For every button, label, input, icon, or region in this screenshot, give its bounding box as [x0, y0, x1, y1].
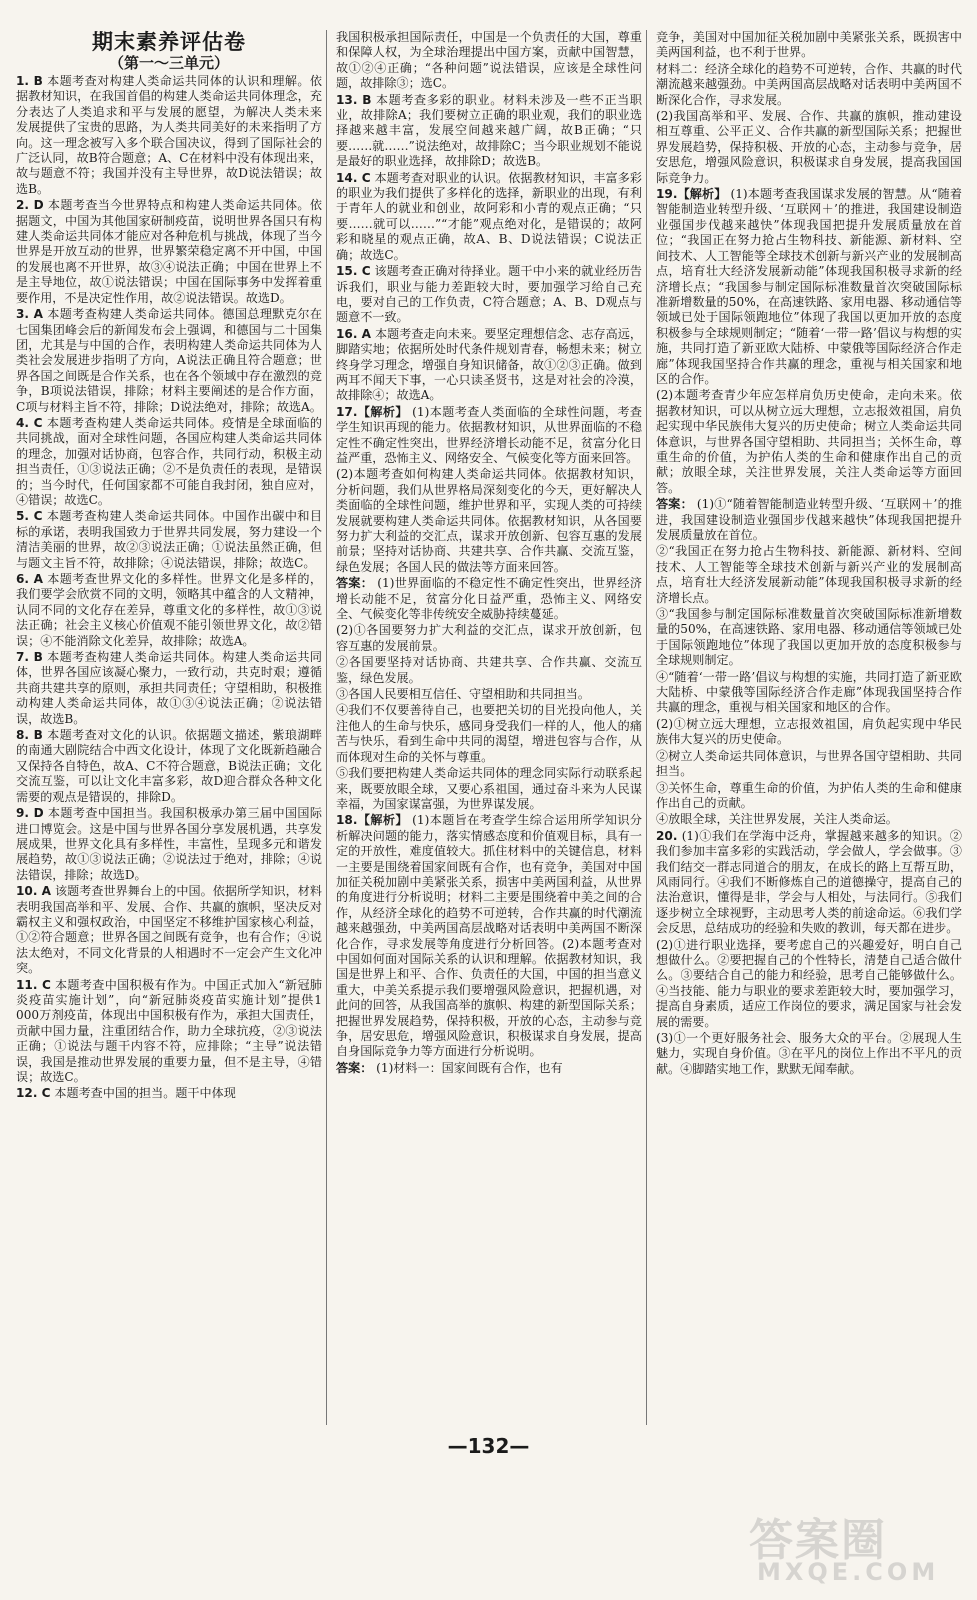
answer-entry: [336, 30, 642, 92]
answer-text: 本题考查构建人类命运共同体。中国作出碳中和目标的承诺，表明我国致力于世界共同发展，努力建设一个清洁美丽的世界，故②③说法正确；①说法虽然正确，但与题文主旨不符，故排除；④说法错误，排除；故选C。: [16, 509, 322, 570]
answer-entry: [336, 171, 642, 263]
answer-text: 本题考查对职业的认识。依据教材知识，丰富多彩的职业为我们提供了多样化的选择，新职业的出现，有利于青年人的就业和创业，故阿彩和小青的观点正确；“只要……就可以……”“才能”观点绝对化，是错误的；故阿彩和晓星的观点正确，故A、B、D说法错误；C说法正确；故选C。: [336, 170, 642, 262]
answer-number: 6. A: [16, 572, 43, 586]
answer-text: (3)①一个更好服务社会、服务大众的平台。②展现人生魅力，实现自身价值。③在平凡的岗位上作出不平凡的贡献。④脚踏实地工作，默默无闻奉献。: [656, 1031, 962, 1076]
answer-number: 20.: [656, 828, 678, 843]
answer-number: 2. D: [16, 198, 44, 213]
answer-entry: [656, 497, 962, 543]
answer-text: 该题考查正确对待择业。题干中小来的就业经历告诉我们，职业与能力差距较大时，要加强学习给自己充电，要对自己的工作负责，C符合题意；A、B、D观点与题意不一致。: [336, 264, 642, 325]
answer-entry: [16, 572, 322, 649]
answer-entry: [656, 781, 962, 812]
answer-number: 4. C: [16, 415, 43, 430]
answer-text: ④放眼全球，关注世界发展，关注人类命运。: [656, 812, 898, 827]
answer-number: 答案：: [336, 1060, 373, 1075]
answer-text: (1)①“随着智能制造业转型升级、‘互联网＋’的推进，我国建设制造业强国步伐越来越快”体现我国把提升发展质量放在首位。: [656, 497, 962, 542]
answer-entry: [656, 388, 962, 496]
answer-number: 13. B: [336, 92, 372, 107]
answer-text: 本题考查中国的担当。题干中体现: [54, 1086, 236, 1101]
answer-entry: [656, 62, 962, 108]
answer-text: ⑤我们要把构建人类命运共同体的理念同实际行动联系起来，既要放眼全球，又要心系祖国，通过奋斗来为人民谋幸福，为国家谋富强，为世界谋发展。: [336, 766, 642, 811]
answer-text: (1)材料一：国家间既有合作，也有: [376, 1060, 563, 1075]
answer-number: 19.【解析】: [656, 187, 727, 202]
answer-number: 18.【解析】: [336, 813, 408, 828]
answer-text: (1)本题考查我国谋求发展的智慧。从“随着智能制造业转型升级、‘互联网＋’的推进，我国建设制造业强国步伐越来越快”体现我国把提升发展质量放在首位；“我国正在努力抢占生物科技、新能源、新材料、空间技术、人工智能等全球技术创新与新兴产业的发展制高点，培育壮大经济发展新动能”体现我国积极寻求新的经济增长点；“我国参与制定国际标准数量首次突破国际标准新增数量的50%，在高速铁路、家用电器、移动通信等领域已处于国际领跑地位”体现了我国以更加开放的态度积极参与全球规则制定；“随着‘一带一路’倡议与构想的实施，共同打造了新亚欧大陆桥、中蒙俄等国际经济合作走廊”体现我国坚持合作共赢的理念，重视与相关国家和地区的合作。: [656, 187, 962, 386]
column-3-body: [656, 30, 962, 1077]
answer-text: 该题考查世界舞台上的中国。依据所学知识，材料表明我国高举和平、发展、合作、共赢的旗帜，坚决反对霸权主义和强权政治，中国坚定不移维护国家核心利益，①②符合题意；世界各国之间既有竞争，也有合作；④说法太绝对，不同文化背景的人相遇时不一定会产生文化冲突。: [16, 884, 322, 976]
answer-number: 12. C: [16, 1086, 51, 1101]
answer-entry: [16, 650, 322, 727]
answer-entry: [336, 327, 642, 404]
answer-entry: [656, 1031, 962, 1077]
answer-text: ④“随着‘一带一路’倡议与构想的实施，共同打造了新亚欧大陆桥、中蒙俄等国际经济合作走廊”体现我国坚持合作共赢的理念，重视与相关国家和地区的合作。: [656, 669, 962, 715]
answer-entry: [16, 509, 322, 571]
page-number: —132—: [447, 1434, 530, 1458]
answer-entry: [16, 806, 322, 883]
exam-title-main: 期末素养评估卷: [92, 30, 246, 54]
answer-text: ③“我国参与制定国际标准数量首次突破国际标准新增数量的50%，在高速铁路、家用电器、移动通信等领域已处于国际领跑地位”体现了我国以更加开放的态度积极参与全球规则制定。: [656, 607, 962, 668]
answer-text: 材料二：经济全球化的趋势不可逆转，合作、共赢的时代潮流越来越强劲。中美两国高层战略对话表明中美两国不断深化合作，寻求发展。: [656, 61, 962, 107]
watermark-en: MXQE.COM: [757, 1558, 940, 1586]
answer-text: (2)我国高举和平、发展、合作、共赢的旗帜，推动建设相互尊重、公平正义、合作共赢的新型国际关系；把握世界发展趋势，保持积极、开放的心态，主动参与竞争，居安思危，增强风险意识，积极谋求自身发展，提高我国国际竞争力。: [656, 109, 962, 185]
answer-entry: [656, 30, 962, 61]
answer-number: 答案：: [336, 576, 374, 591]
answer-text: 我国积极承担国际责任，中国是一个负责任的大国，尊重和保障人权，为全球治理提出中国方案，贡献中国智慧，故①②④正确；“各种问题”说法错误，应该是全球性问题，故排除③；选C。: [336, 30, 642, 91]
answer-entry: [336, 93, 642, 170]
answer-entry: [656, 607, 962, 669]
answer-entry: [656, 829, 962, 937]
answer-text: 本题考查当今世界特点和构建人类命运共同体。依据题文，中国为其他国家研制疫苗，说明世界各国只有构建人类命运共同体才能应对各种危机与挑战，体现了当今世界是开放互动的世界，世界繁荣稳定离不开中国，中国的发展也离不开世界，故③④说法正确；中国在世界上不是主导地位，故①说法错误；中国在国际事务中发挥着重要作用，不是决定性作用，故②说法错误。故选D。: [16, 198, 322, 305]
answer-text: (1)本题旨在考查学生综合运用所学知识分析解决问题的能力，落实情感态度和价值观目标，具有一定的开放性，难度值较大。抓住材料中的关键信息，材料一主要是围绕着国家间既有合作，也有竞争，美国对中国加征关税加剧中美紧张关系，损害中美两国利益，从世界的角度进行分析说明；材料二主要是围绕着中美之间的合作，从经济全球化的趋势不可逆转，合作共赢的时代潮流越来越强劲，中美两国高层战略对话表明中美两国不断深化合作，寻求发展等角度进行分析回答。(2)本题考查对中国如何面对国际关系的认识和理解。依据教材知识，我国是世界上和平、合作、负责任的大国，中国的担当意义重大，中美关系提示我们要增强风险意识，把握机遇，对此问的回答，从我国高举的旗帜、构建的新型国际关系；把握世界发展趋势，保持积极，开放的心态，主动参与竞争，居安思危，增强风险意识，积极谋求自身发展，提高自身国际竞争力等方面进行分析说明。: [336, 813, 642, 1059]
answer-entry: [336, 655, 642, 686]
answer-text: 竞争，美国对中国加征关税加剧中美紧张关系，既损害中美两国利益，也不利于世界。: [656, 30, 962, 60]
answer-entry: [336, 264, 642, 326]
exam-title: [16, 30, 322, 72]
answer-text: (2)①进行职业选择，要考虑自己的兴趣爱好，明白自己想做什么。②要把握自己的个性特长，清楚自己适合做什么。③要结合自己的能力和经验，思考自己能够做什么。④当技能、能力与职业的要求差距较大时，要加强学习，提高自身素质，适应工作岗位的要求，满足国家与社会发展的需要。: [656, 937, 962, 1029]
answer-text: ④我们不仅要善待自己，也要把关切的目光投向他人，关注他人的生命与快乐，感同身受我们一样的人，他人的痛苦与快乐，看到生命中共同的渴望，增进包容与合作，从而体现对生命的关怀与尊重。: [336, 703, 642, 764]
answer-entry: [656, 717, 962, 748]
answer-number: 10. A: [16, 884, 52, 899]
answer-text: ③关怀生命，尊重生命的价值，为护佑人类的生命和健康作出自己的贡献。: [656, 780, 962, 810]
answer-number: 7. B: [16, 650, 43, 665]
column-1-body: [16, 74, 322, 1102]
answer-number: 1. B: [16, 74, 43, 88]
column-divider-1: [326, 30, 327, 1425]
answer-text: 本题考查对文化的认识。依据题文描述，紫琅湖畔的南通大剧院结合中西文化设计，体现了文化既新趋融合又保持各自特色，故A、C不符合题意，B说法正确；文化交流互鉴，可以让文化丰富多彩，故D迎合群众各种文化需要的观点是错误的，排除D。: [16, 728, 322, 804]
answer-entry: [336, 623, 642, 654]
answer-number: 8. B: [16, 728, 43, 743]
answer-entry: [656, 812, 962, 827]
answer-text: (1)①我们在学海中泛舟，掌握越来越多的知识。②我们参加丰富多彩的实践活动，学会做人，学会做事。③我们结交一群志同道合的朋友，在成长的路上互帮互助，风雨同行。④我们不断修炼自己的道德操守，提高自己的法治意识，懂得是非，学会与人相处，与法同行。⑤我们逐步树立全球视野，主动思考人类的前途命运。⑥我们学会反思，总结成功的经验和失败的教训，每天都在进步。: [656, 828, 962, 936]
answer-text: 本题考查多彩的职业。材料未涉及一些不正当职业，故排除A；我们要树立正确的职业观，我们的职业选择越来越丰富，发展空间越来越广阔，故B正确；“只要……就……”说法绝对，故排除C；当今职业规划不能说是最好的职业选择，故排除D；故选B。: [336, 92, 642, 169]
answer-text: 本题考查世界文化的多样性。世界文化是多样的，我们要学会欣赏不同的文明，领略其中蕴含的人文精神，认同不同的文化存在差异，尊重文化的多样性，故①③说法正确；社会主义核心价值观不能引领世界文化，故②错误；④不能消除文化差异，故排除；故选A。: [16, 572, 322, 648]
answer-number: 15. C: [336, 264, 371, 279]
exam-title-sub: （第一～三单元）: [108, 54, 229, 72]
answer-entry: [656, 749, 962, 780]
answer-text: (1)本题考查人类面临的全球性问题，考查学生知识再现的能力。依据教材知识，从世界面临的不稳定性不确定性突出，世界经济增长动能不足，贫富分化日益严重，恐怖主义、网络安全、气候变化等方面来回答。: [336, 404, 642, 465]
column-2-body: [336, 30, 642, 1076]
column-3: [656, 30, 962, 1428]
answer-text: ②树立人类命运共同体意识，与世界各国守望相助、共同担当。: [656, 748, 962, 779]
answer-entry: [336, 766, 642, 812]
answer-text: (2)①各国要努力扩大利益的交汇点，谋求开放创新，包容互惠的发展前景。: [336, 623, 642, 653]
answer-entry: [656, 938, 962, 1030]
column-2: [336, 30, 642, 1428]
answer-text: ②“我国正在努力抢占生物科技、新能源、新材料、空间技术、人工智能等全球技术创新与新兴产业的发展制高点，培育壮大经济发展新动能”体现我国积极寻求新的经济增长点。: [656, 544, 962, 605]
answer-text: (1)世界面临的不稳定性不确定性突出，世界经济增长动能不足，贫富分化日益严重，恐怖主义、网络安全、气候变化等非传统安全威胁持续蔓延。: [336, 576, 642, 622]
answer-number: 17.【解析】: [336, 404, 408, 419]
answer-text: 本题考查构建人类命运共同体。疫情是全球面临的共同挑战，面对全球性问题，各国应构建人类命运共同体的理念，加强对话协商，包容合作，共同行动，积极主动担当责任，①③说法正确；②不是负责任的表现，是错误的；当今时代，任何国家都不可能自我封闭，独自应对，④错误；故选C。: [16, 415, 322, 507]
answer-text: ②各国要坚持对话协商、共建共享、合作共赢、交流互鉴，绿色发展。: [336, 655, 642, 685]
answer-entry: [16, 978, 322, 1086]
answer-entry: [16, 198, 322, 306]
answer-number: 9. D: [16, 806, 44, 821]
answer-entry: [656, 187, 962, 387]
answer-entry: [16, 74, 322, 197]
answer-entry: [16, 307, 322, 415]
answer-entry: [16, 728, 322, 805]
answer-text: 本题考查构建人类命运共同体。构建人类命运共同体，世界各国应该凝心聚力，一致行动，共克时艰；遵循共商共建共享的原则，承担共同责任；守望相助，积极推动构建人类命运共同体，故①③④说法正确；②说法错误，故选B。: [16, 650, 322, 726]
answer-entry: [336, 687, 642, 702]
answer-number: 3. A: [16, 307, 43, 322]
column-1: [16, 30, 322, 1428]
answer-entry: [656, 544, 962, 606]
watermark-cn: 答案圈: [749, 1515, 887, 1566]
answer-number: 5. C: [16, 509, 43, 524]
answer-text: 本题考查对构建人类命运共同体的认识和理解。依据教材知识，在我国首倡的构建人类命运共同体理念，充分表达了人类追求和平与发展的愿望，为解决人类未来 发展提供了宝贵的思路，为人类共同美好的未来指明了方向。这一理念被写入多个联合国决议，得到了国际社会的广泛认同，故B符合题意；A、C在材料中没有体现出来，故与题意不符；我国并没有主导世界，故D说法错误；故选B。: [16, 74, 322, 196]
column-divider-2: [646, 30, 647, 1425]
answer-entry: [656, 109, 962, 186]
answer-number: 16. A: [336, 326, 372, 341]
answer-text: ③各国人民要相互信任、守望相助和共同担当。: [336, 687, 590, 702]
answer-entry: [336, 813, 642, 1060]
answer-number: 14. C: [336, 170, 371, 185]
answer-entry: [16, 884, 322, 976]
answer-text: 本题考查走向未来。要坚定理想信念、志存高远，脚踏实地；依据所处时代条件规划青春，畅想未来；树立终身学习理念，增强自身知识储备，故①②③正确。做到两耳不闻天下事，一心只读圣贤书，这是对社会的冷漠，故排除④；故选A。: [336, 326, 642, 403]
answer-number: 答案：: [656, 497, 693, 512]
answer-entry: [336, 576, 642, 622]
answer-entry: [336, 1061, 642, 1076]
answer-entry: [336, 405, 642, 467]
answer-entry: [336, 703, 642, 765]
answer-number: 11. C: [16, 977, 51, 992]
answer-text: (2)①树立远大理想，立志报效祖国，肩负起实现中华民族伟大复兴的历史使命。: [656, 716, 962, 747]
answer-text: (2)本题考查如何构建人类命运共同体。依据教材知识，分析问题，我们从世界格局深刻变化的今天，更好解决人类面临的全球性问题，维护世界和平，实现人类的可持续发展就要构建人类命运共同体。依据教材知识，从各国要努力扩大利益的交汇点，谋求开放创新、包容互惠的发展前景；坚持对话协商、共建共享、合作共赢、交流互鉴，绿色发展；各国人民的做法等方面来回答。: [336, 467, 642, 574]
answer-entry: [16, 1086, 322, 1101]
answer-text: 本题考查构建人类命运共同体。德国总理默克尔在七国集团峰会后的新闻发布会上强调，和德国与二十国集团，尤其是与中国的合作，表明构建人类命运共同体为人类社会发展进步指明了方向，A说法正确且符合题意；世界各国之间既是合作关系，也在各个领域中存在激烈的竞争，B项说法错误，排除；材料主要阐述的是合作方面，C项与材料主旨不符，排除；D说法绝对，排除；故选A。: [16, 307, 322, 414]
answer-entry: [656, 670, 962, 716]
answer-text: 本题考查中国积极有作为。中国正式加入“新冠肺炎疫苗实施计划”，向“新冠肺炎疫苗实施计划”提供1 000万剂疫苗，体现出中国积极有作为，承担大国责任，贡献中国力量，注重团结合作，助力全球抗疫，②③说法正确；①说法与题干内容不符，应排除；“主导”说法错误，我国是推动世界发展的重要力量，但不是主导，④错误；故选C。: [16, 977, 322, 1084]
watermark-logo: [739, 1500, 959, 1590]
answer-text: 本题考查中国担当。我国积极承办第三届中国国际进口博览会。这是中国与世界各国分享发展机遇，共享发展成果，世界文化具有多样性，丰富性，呈现多元和谐发展趋势，故①③说法正确；②说法过于绝对，排除；④说法错误，排除；故选D。: [16, 806, 322, 882]
answer-entry: [336, 467, 642, 575]
answer-entry: [16, 416, 322, 508]
answer-text: (2)本题考查青少年应怎样肩负历史使命，走向未来。依据教材知识，可以从树立远大理想，立志报效祖国，肩负起实现中华民族伟大复兴的历史使命；树立人类命运共同体意识，与世界各国守望相助、共同担当；关怀生命，尊重生命的价值，为护佑人类的生命和健康作出自己的贡献；放眼全球，关注世界发展，关注人类命运等方面回答。: [656, 388, 962, 495]
